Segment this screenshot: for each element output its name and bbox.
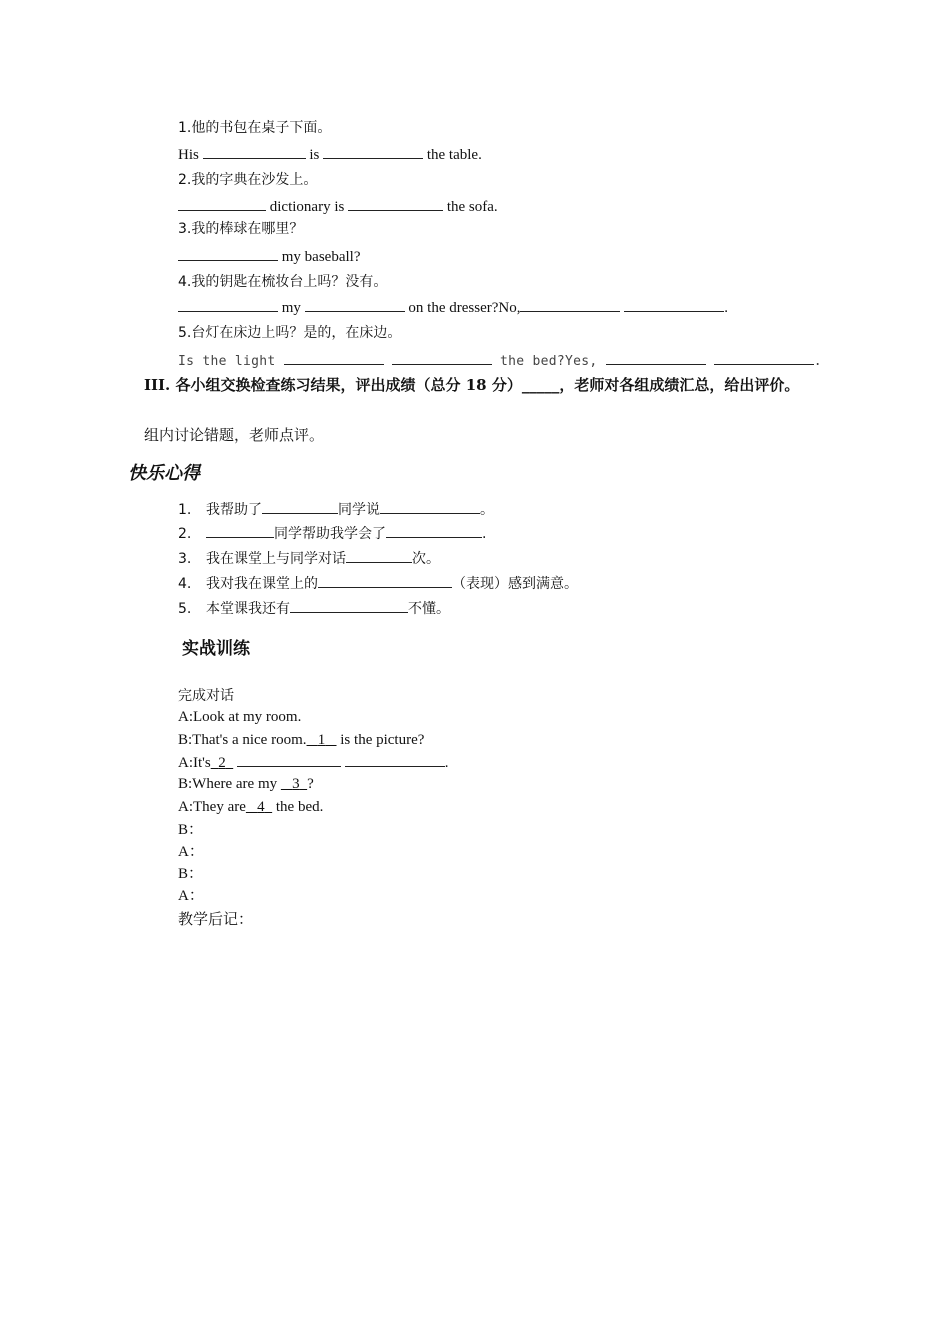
dialog-line-4: [178, 774, 314, 794]
q3-chinese: 3.我的棒球在哪里？: [178, 221, 304, 237]
dialog-blank-3[interactable]: [281, 776, 307, 792]
q4-part1: my: [281, 300, 301, 316]
happy-item-2-blank1[interactable]: [206, 523, 274, 538]
dialog-line-3: A:It's 2 .: [178, 752, 448, 773]
q4-blank2[interactable]: [305, 297, 405, 312]
happy-item-2-blank2[interactable]: [386, 523, 482, 538]
happy-item-5-part1: 本堂课我还有: [206, 601, 290, 617]
practice-intro: 完成对话: [178, 688, 234, 704]
q1-part2: is: [309, 147, 320, 163]
happy-item-4-part1: 我对我在课堂上的: [206, 576, 318, 592]
happy-item-1-blank1[interactable]: [262, 499, 338, 514]
q5-blank1[interactable]: [284, 350, 384, 365]
happy-heading: 快乐心得: [128, 463, 200, 484]
q4-blank4[interactable]: [624, 297, 724, 312]
happy-item-3-blank1[interactable]: [346, 548, 412, 563]
q4-english: [178, 297, 728, 318]
happy-item-5-part2: 不懂。: [408, 601, 450, 617]
q4-part3: .: [724, 300, 728, 316]
happy-item-2-part2: .: [482, 526, 487, 542]
dialog-blank-2c[interactable]: [345, 752, 445, 767]
q1-english: [178, 144, 482, 165]
q2-blank2[interactable]: [348, 196, 443, 211]
q1-blank2[interactable]: [323, 144, 423, 159]
dialog-line-2-end: is the picture?: [340, 732, 425, 748]
q4-part2: on the dresser?No,: [408, 300, 521, 316]
q4-blank3[interactable]: [520, 297, 620, 312]
happy-item-5-blank1[interactable]: [290, 598, 408, 613]
dialog-line-5-end: the bed.: [275, 799, 324, 815]
dialog-b1: B：: [178, 822, 204, 838]
teaching-postscript: 教学后记：: [178, 910, 254, 928]
q5-blank4[interactable]: [714, 350, 814, 365]
q5-part2: the bed?Yes,: [499, 354, 598, 369]
happy-item-1-part2: 同学说: [338, 502, 380, 518]
practice-heading: 实战训练: [182, 639, 250, 659]
q2-part2: the sofa.: [446, 199, 498, 215]
dialog-a2: A：: [178, 888, 204, 904]
q4-blank1[interactable]: [178, 297, 278, 312]
dialog-blank-4[interactable]: [246, 799, 272, 815]
q5-chinese: 5.台灯在床边上吗？是的，在床边。: [178, 325, 402, 341]
q2-part1: dictionary is: [269, 199, 345, 215]
section3-title: III. 各小组交换检查练习结果，评出成绩（总分 18 分）_____，老师对各组成绩汇总，给出评价。: [144, 376, 800, 394]
happy-item-4-blank1[interactable]: [318, 573, 452, 588]
q3-blank1[interactable]: [178, 246, 278, 261]
happy-item-1-part3: 。: [480, 502, 494, 518]
dialog-a1: A：: [178, 844, 204, 860]
section3-note: 组内讨论错题，老师点评。: [144, 426, 325, 444]
dialog-line-2: [178, 730, 424, 750]
q5-english: [178, 350, 822, 372]
dialog-blank-4-num: 4: [257, 799, 265, 815]
q2-chinese: 2.我的字典在沙发上。: [178, 172, 318, 188]
q3-part1: my baseball?: [281, 249, 361, 265]
happy-item-2-part1: 同学帮助我学会了: [274, 526, 386, 542]
q1-part1: His: [178, 147, 199, 163]
happy-item-3: [178, 548, 440, 569]
happy-item-2: [178, 523, 486, 544]
dialog-b2: B：: [178, 866, 204, 882]
dialog-line-4-end: ?: [307, 776, 314, 792]
dialog-line-5-text: A:They are: [178, 799, 246, 815]
happy-item-5-num: 5.: [178, 601, 192, 617]
dialog-blank-3-num: 3: [292, 776, 300, 792]
dialog-line-4-text: B:Where are my: [178, 776, 278, 792]
dialog-line-2-text: B:That's a nice room.: [178, 732, 307, 748]
happy-item-1-blank2[interactable]: [380, 499, 480, 514]
dialog-line-1: A:Look at my room.: [178, 709, 302, 725]
dialog-blank-2[interactable]: [211, 755, 234, 771]
dialog-blank-1[interactable]: [307, 732, 337, 748]
dialog-blank-1-num: 1: [317, 732, 326, 748]
q4-chinese: 4.我的钥匙在梳妆台上吗？没有。: [178, 274, 388, 290]
q5-part3: .: [813, 354, 822, 369]
happy-item-1-part1: 我帮助了: [206, 502, 262, 518]
dialog-blank-2-num: 2: [218, 755, 226, 771]
q3-english: [178, 246, 360, 267]
happy-item-5: [178, 598, 450, 619]
dialog-line-3-text: A:It's: [178, 755, 211, 771]
happy-item-1: [178, 499, 494, 520]
happy-item-3-part1: 我在课堂上与同学对话: [206, 551, 346, 567]
happy-item-4-part2: （表现）感到满意。: [452, 576, 578, 592]
happy-item-4: [178, 573, 578, 594]
q5-blank3[interactable]: [606, 350, 706, 365]
q1-part3: the table.: [426, 147, 482, 163]
happy-item-3-part2: 次。: [412, 551, 440, 567]
dialog-line-5: [178, 797, 323, 817]
q5-blank2[interactable]: [392, 350, 492, 365]
happy-item-2-num: 2.: [178, 526, 192, 542]
q1-blank1[interactable]: [203, 144, 306, 159]
q2-blank1[interactable]: [178, 196, 266, 211]
q5-part1: Is the light: [178, 354, 276, 369]
happy-item-1-num: 1.: [178, 502, 192, 518]
q1-chinese: 1.他的书包在桌子下面。: [178, 120, 332, 136]
happy-item-4-num: 4.: [178, 576, 192, 592]
happy-item-3-num: 3.: [178, 551, 192, 567]
q2-english: [178, 196, 498, 217]
dialog-blank-2b[interactable]: [237, 752, 341, 767]
